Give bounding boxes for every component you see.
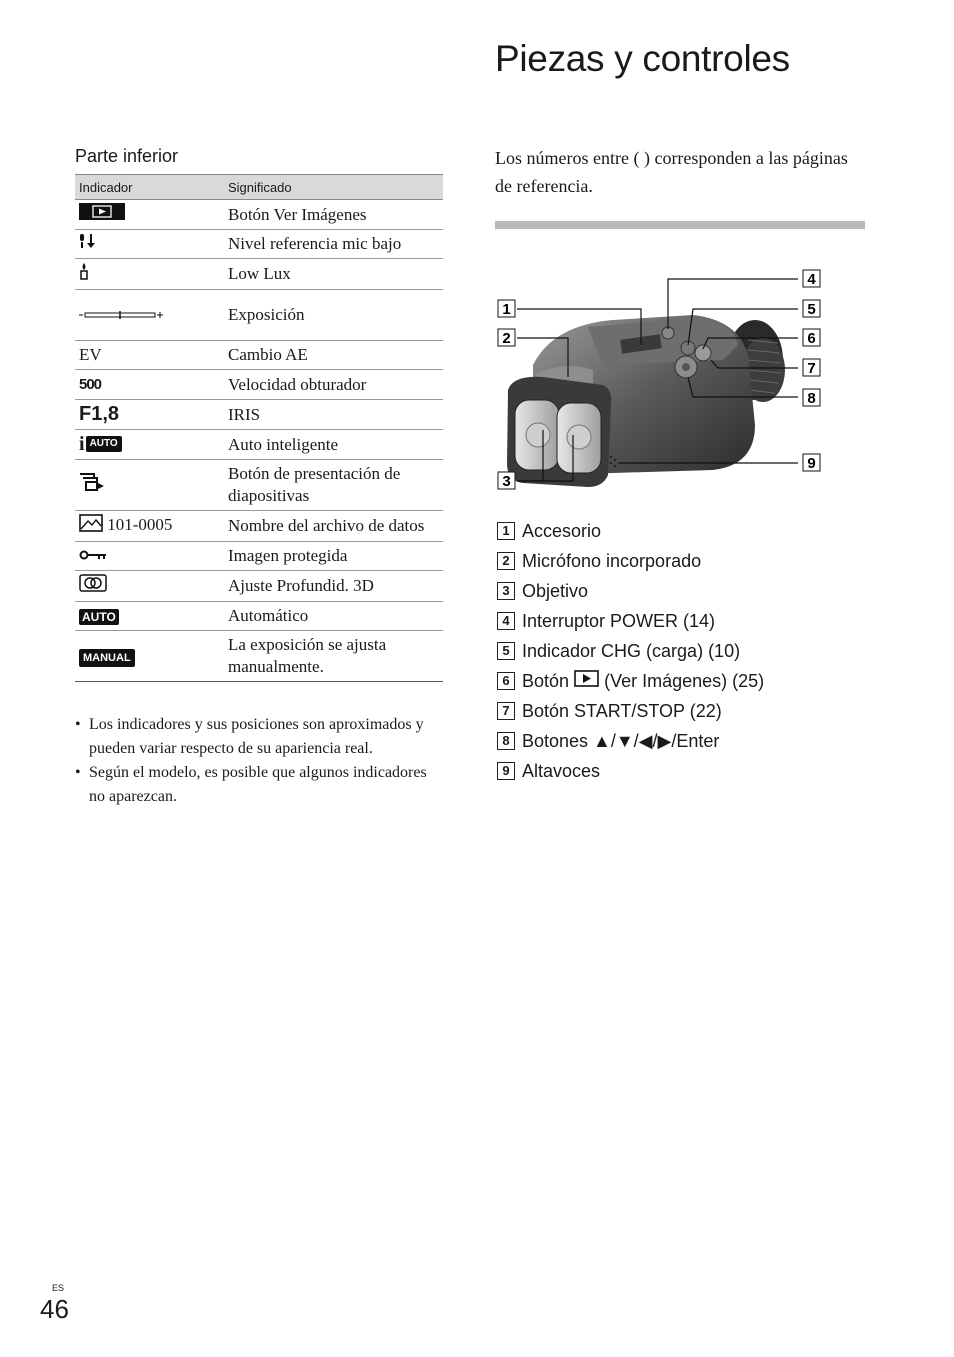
callout-2	[498, 329, 515, 347]
table-row	[75, 341, 443, 370]
list-item	[497, 606, 764, 636]
list-item	[497, 696, 764, 726]
row-meaning: Nivel referencia mic bajo	[224, 230, 443, 259]
svg-text:6: 6	[807, 330, 816, 347]
column-header-indicator: Indicador	[75, 175, 224, 200]
section-divider	[495, 221, 865, 229]
list-item	[497, 666, 764, 696]
mic-low-icon	[79, 234, 97, 253]
part-label: Altavoces	[522, 761, 601, 781]
part-label: Accesorio	[522, 521, 602, 541]
list-item	[497, 546, 764, 576]
row-meaning: Botón Ver Imágenes	[224, 200, 443, 230]
svg-text:4: 4	[807, 271, 816, 288]
svg-text:5: 5	[807, 301, 816, 318]
part-label-pre: Botón	[522, 671, 570, 691]
list-item	[497, 756, 764, 786]
list-item	[497, 576, 764, 606]
part-number: 9	[497, 762, 515, 780]
play-image-icon	[574, 666, 599, 696]
auto-badge: AUTO	[86, 436, 122, 452]
table-row	[75, 430, 443, 460]
part-label: Botones ▲/▼/◀/▶/Enter	[522, 731, 720, 751]
callout-9	[803, 454, 820, 472]
table-row	[75, 230, 443, 259]
list-item	[497, 636, 764, 666]
part-label: Micrófono incorporado	[522, 551, 702, 571]
table-row	[75, 542, 443, 571]
part-number: 3	[497, 582, 515, 600]
part-label-post: (Ver Imágenes) (25)	[604, 671, 765, 691]
part-label: Interruptor POWER (14)	[522, 611, 716, 631]
table-row	[75, 200, 443, 230]
callout-4	[803, 270, 820, 288]
part-label: Objetivo	[522, 581, 589, 601]
indicator-table	[75, 174, 443, 682]
callout-1	[498, 300, 515, 318]
iris-indicator: F1,8	[79, 403, 120, 425]
table-row	[75, 511, 443, 542]
footer-language: ES	[52, 1283, 65, 1293]
row-meaning: Botón de presentación de diapositivas	[224, 460, 443, 511]
note-item: • Los indicadores y sus posiciones son aproximados y pueden variar respecto de su apariencia real.	[75, 713, 443, 761]
table-row	[75, 460, 443, 511]
table-row	[75, 602, 443, 631]
part-number: 5	[497, 642, 515, 660]
svg-text:2: 2	[502, 330, 511, 347]
slideshow-icon	[79, 476, 105, 495]
shutter-speed-indicator: 500	[79, 376, 102, 393]
row-meaning: Ajuste Profundid. 3D	[224, 571, 443, 602]
page-title: Piezas y controles	[495, 38, 790, 79]
callout-8	[803, 389, 820, 407]
camera-illustration	[493, 265, 828, 500]
page-number: 46	[40, 1294, 69, 1324]
part-number: 4	[497, 612, 515, 630]
table-row	[75, 400, 443, 430]
exposure-bar-icon	[79, 305, 163, 324]
intro-text: Los números entre ( ) corresponden a las páginas de referencia.	[495, 148, 848, 196]
note-item: • Según el modelo, es posible que algunos indicadores no aparezcan.	[75, 761, 443, 809]
svg-text:9: 9	[807, 455, 816, 472]
row-meaning: Exposición	[224, 290, 443, 341]
row-meaning: Nombre del archivo de datos	[224, 511, 443, 542]
part-number: 2	[497, 552, 515, 570]
file-number: 101-0005	[107, 515, 173, 534]
callout-5	[803, 300, 820, 318]
row-meaning: La exposición se ajusta manualmente.	[224, 631, 443, 682]
ev-indicator: EV	[75, 341, 224, 370]
protect-key-icon	[79, 546, 107, 565]
table-row	[75, 259, 443, 290]
row-meaning: Automático	[224, 602, 443, 631]
table-row	[75, 631, 443, 682]
row-meaning: Imagen protegida	[224, 542, 443, 571]
row-meaning: Auto inteligente	[224, 430, 443, 460]
svg-text:1: 1	[502, 301, 511, 318]
parts-list	[497, 516, 764, 786]
svg-text:8: 8	[807, 390, 816, 407]
table-row	[75, 290, 443, 341]
table-row	[75, 370, 443, 400]
auto-badge: AUTO	[79, 609, 119, 625]
part-number: 8	[497, 732, 515, 750]
part-label: Indicador CHG (carga) (10)	[522, 641, 741, 661]
low-lux-icon	[79, 265, 89, 284]
callout-6	[803, 329, 820, 347]
list-item	[497, 726, 764, 756]
play-image-icon	[79, 205, 125, 224]
part-label: Botón START/STOP (22)	[522, 701, 722, 721]
notes-list	[75, 713, 443, 809]
part-number: 6	[497, 672, 515, 690]
image-file-icon	[79, 514, 103, 538]
part-number: 7	[497, 702, 515, 720]
3d-depth-icon	[79, 577, 107, 596]
row-meaning: Low Lux	[224, 259, 443, 290]
column-header-meaning: Significado	[224, 175, 443, 200]
row-meaning: Velocidad obturador	[224, 370, 443, 400]
section-heading: Parte inferior	[75, 146, 179, 166]
row-meaning: Cambio AE	[224, 341, 443, 370]
table-row	[75, 571, 443, 602]
svg-text:3: 3	[502, 473, 511, 490]
svg-text:7: 7	[807, 360, 816, 377]
callout-7	[803, 359, 820, 377]
list-item	[497, 516, 764, 546]
row-meaning: IRIS	[224, 400, 443, 430]
intelligent-auto-icon: i AUTO	[79, 433, 122, 455]
part-number: 1	[497, 522, 515, 540]
manual-badge: MANUAL	[79, 649, 135, 667]
callout-3	[498, 472, 515, 490]
